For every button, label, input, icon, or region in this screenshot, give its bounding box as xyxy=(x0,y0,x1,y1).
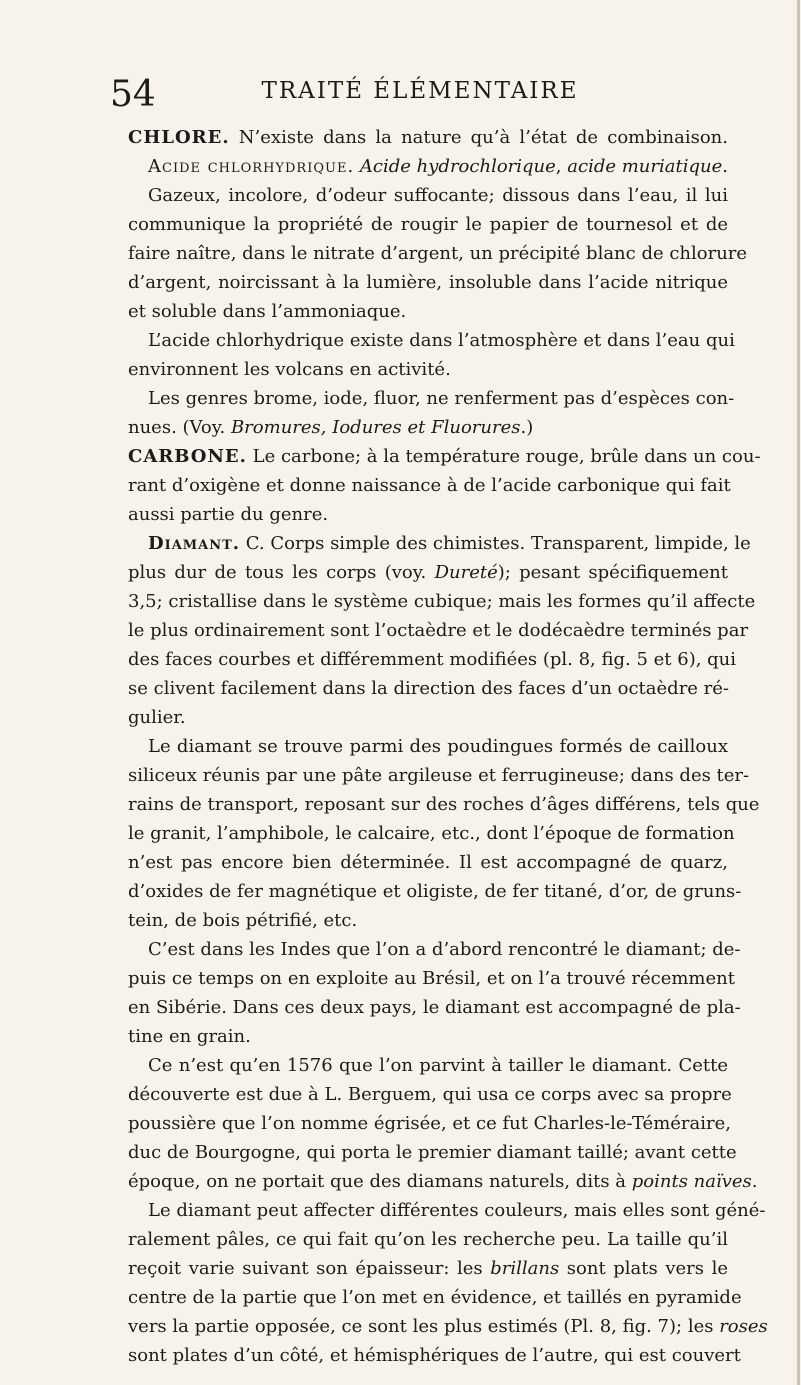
text-line: et soluble dans l’ammoniaque. xyxy=(128,301,407,322)
text-line: faire naître, dans le nitrate d’argent, un précipité blanc de chlorure xyxy=(128,243,748,264)
text-line: tein, de bois pétrifié, etc. xyxy=(128,910,358,931)
text-line: le plus ordinairement sont l’octaèdre et le dodécaèdre terminés par xyxy=(128,620,749,641)
text-line: duc de Bourgogne, qui porta le premier diamant taillé; avant cette xyxy=(128,1142,737,1163)
heading-carbone: CARBONE. xyxy=(128,446,247,467)
text-line: époque, on ne portait que des diamans naturels, dits à points naïves. xyxy=(128,1171,758,1192)
text-line: CHLORE. N’existe dans la nature qu’à l’état de combinaison. xyxy=(128,127,728,148)
text-line: Gazeux, incolore, d’odeur suffocante; dissous dans l’eau, il lui xyxy=(148,185,728,206)
text-line: découverte est due à L. Berguem, qui usa ce corps avec sa propre xyxy=(128,1084,732,1105)
heading-chlore: CHLORE. xyxy=(128,127,230,148)
text-line: Le diamant peut affecter différentes couleurs, mais elles sont géné- xyxy=(148,1200,766,1221)
text-line: tine en grain. xyxy=(128,1026,251,1047)
text-line: plus dur de tous les corps (voy. Dureté); pesant spécifiquement xyxy=(128,562,728,583)
heading-diamant: Diamant. xyxy=(148,533,241,554)
text-line: 3,5; cristallise dans le système cubique; mais les formes qu’il affecte xyxy=(128,591,756,612)
text-line: reçoit varie suivant son épaisseur: les brillans sont plats vers le xyxy=(128,1258,728,1279)
heading-acide-chlorhydrique: Acide chlorhydrique. xyxy=(148,156,355,177)
text-line: n’est pas encore bien déterminée. Il est accompagné de quarz, xyxy=(128,852,728,873)
text-line: en Sibérie. Dans ces deux pays, le diamant est accompagné de pla- xyxy=(128,997,741,1018)
text-line: siliceux réunis par une pâte argileuse et ferrugineuse; dans des ter- xyxy=(128,765,750,786)
text-line: d’oxides de fer magnétique et oligiste, de fer titané, d’or, de gruns- xyxy=(128,881,742,902)
text-line: Diamant. C. Corps simple des chimistes. Transparent, limpide, le xyxy=(148,533,751,554)
text-line: environnent les volcans en activité. xyxy=(128,359,451,380)
text-line: centre de la partie que l’on met en évidence, et taillés en pyramide xyxy=(128,1287,742,1308)
text-line: vers la partie opposée, ce sont les plus estimés (Pl. 8, fig. 7); les roses xyxy=(128,1316,768,1337)
text-line: gulier. xyxy=(128,707,186,728)
text-line: puis ce temps on en exploite au Brésil, et on l’a trouvé récemment xyxy=(128,968,735,989)
text-line: poussière que l’on nomme égrisée, et ce fut Charles-le-Téméraire, xyxy=(128,1113,731,1134)
text-line: d’argent, noircissant à la lumière, insoluble dans l’acide nitrique xyxy=(128,272,728,293)
text-line: Ce n’est qu’en 1576 que l’on parvint à tailler le diamant. Cette xyxy=(148,1055,728,1076)
text-line: CARBONE. Le carbone; à la température rouge, brûle dans un cou- xyxy=(128,446,761,467)
text-line: nues. (Voy. Bromures, Iodures et Fluorures.) xyxy=(128,417,534,438)
text-line: aussi partie du genre. xyxy=(128,504,329,525)
text-line: rains de transport, reposant sur des roches d’âges différens, tels que xyxy=(128,794,760,815)
text-line: C’est dans les Indes que l’on a d’abord rencontré le diamant; de- xyxy=(148,939,741,960)
text-line: Les genres brome, iode, fluor, ne renferment pas d’espèces con- xyxy=(148,388,735,409)
page-edge xyxy=(797,0,800,1385)
text-line: Acide chlorhydrique. Acide hydrochlorique, acide muriatique. xyxy=(148,156,728,177)
text-line: rant d’oxigène et donne naissance à de l’acide carbonique qui fait xyxy=(128,475,731,496)
text-line: le granit, l’amphibole, le calcaire, etc., dont l’époque de formation xyxy=(128,823,735,844)
page-number: 54 xyxy=(110,74,156,115)
text-line: Le diamant se trouve parmi des poudingues formés de cailloux xyxy=(148,736,728,757)
text-line: sont plates d’un côté, et hémisphériques de l’autre, qui est couvert xyxy=(128,1345,741,1366)
text-line: des faces courbes et différemment modifiées (pl. 8, fig. 5 et 6), qui xyxy=(128,649,737,670)
page-header xyxy=(110,72,730,118)
text-line: L’acide chlorhydrique existe dans l’atmosphère et dans l’eau qui xyxy=(148,330,735,351)
text-line: communique la propriété de rougir le papier de tournesol et de xyxy=(128,214,728,235)
text-line: se clivent facilement dans la direction des faces d’un octaèdre ré- xyxy=(128,678,730,699)
running-title: TRAITÉ ÉLÉMENTAIRE xyxy=(261,78,579,104)
text-line: ralement pâles, ce qui fait qu’on les recherche peu. La taille qu’il xyxy=(128,1229,728,1250)
